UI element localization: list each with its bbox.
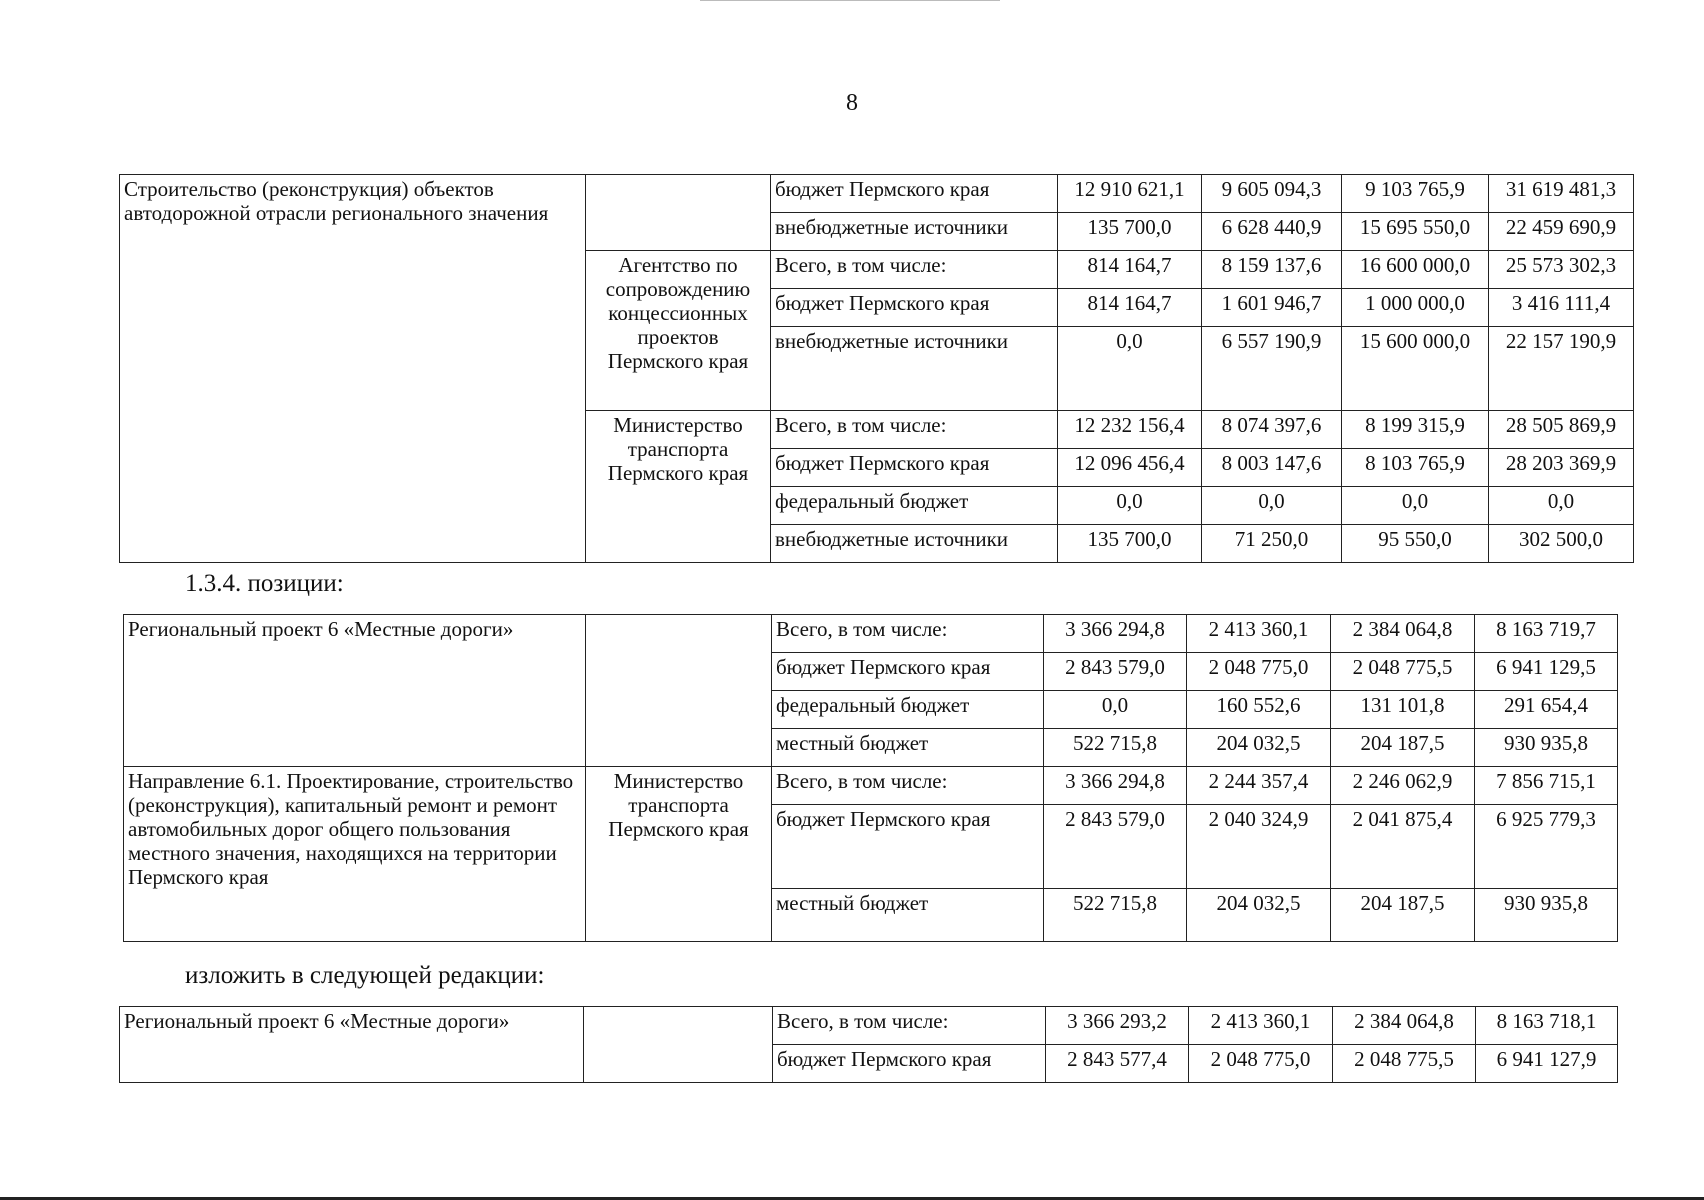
value-cell: 3 416 111,4: [1489, 289, 1634, 327]
value-cell: 8 199 315,9: [1342, 411, 1489, 449]
value-cell: 2 040 324,9: [1187, 805, 1331, 889]
value-cell: 12 910 621,1: [1058, 175, 1202, 213]
funding-source: бюджет Пермского края: [771, 449, 1058, 487]
value-cell: 9 103 765,9: [1342, 175, 1489, 213]
value-cell: 0,0: [1058, 487, 1202, 525]
value-cell: 0,0: [1342, 487, 1489, 525]
section-heading-new-edition: изложить в следующей редакции:: [185, 962, 545, 989]
funding-source: Всего, в том числе:: [773, 1007, 1046, 1045]
value-cell: 8 003 147,6: [1202, 449, 1342, 487]
value-cell: 204 187,5: [1331, 889, 1475, 942]
value-cell: 1 601 946,7: [1202, 289, 1342, 327]
value-cell: 2 384 064,8: [1331, 615, 1475, 653]
value-cell: 12 096 456,4: [1058, 449, 1202, 487]
value-cell: 95 550,0: [1342, 525, 1489, 563]
table-row: [124, 615, 1618, 653]
value-cell: 12 232 156,4: [1058, 411, 1202, 449]
value-cell: 25 573 302,3: [1489, 251, 1634, 289]
value-cell: 8 159 137,6: [1202, 251, 1342, 289]
funding-table-roads: [119, 174, 1634, 563]
value-cell: 291 654,4: [1475, 691, 1618, 729]
value-cell: 204 187,5: [1331, 729, 1475, 767]
value-cell: 9 605 094,3: [1202, 175, 1342, 213]
value-cell: 2 244 357,4: [1187, 767, 1331, 805]
value-cell: 8 103 765,9: [1342, 449, 1489, 487]
funding-source: Всего, в том числе:: [771, 251, 1058, 289]
value-cell: 0,0: [1489, 487, 1634, 525]
value-cell: 1 000 000,0: [1342, 289, 1489, 327]
value-cell: 522 715,8: [1044, 889, 1187, 942]
value-cell: 8 163 718,1: [1476, 1007, 1618, 1045]
funding-source: бюджет Пермского края: [773, 1045, 1046, 1083]
value-cell: 16 600 000,0: [1342, 251, 1489, 289]
funding-source: бюджет Пермского края: [771, 175, 1058, 213]
value-cell: 2 048 775,0: [1189, 1045, 1333, 1083]
funding-source: Всего, в том числе:: [772, 767, 1044, 805]
project-name: Региональный проект 6 «Местные дороги»: [120, 1007, 584, 1083]
responsible-agency: Агентство по сопровождению концессионных проектов Пермского края: [586, 251, 771, 411]
page-number: 8: [846, 90, 858, 116]
value-cell: 3 366 294,8: [1044, 615, 1187, 653]
value-cell: 6 557 190,9: [1202, 327, 1342, 411]
funding-source: бюджет Пермского края: [772, 653, 1044, 691]
value-cell: 814 164,7: [1058, 251, 1202, 289]
value-cell: 930 935,8: [1475, 729, 1618, 767]
value-cell: 2 246 062,9: [1331, 767, 1475, 805]
value-cell: 8 163 719,7: [1475, 615, 1618, 653]
responsible-cell-empty: [586, 615, 772, 767]
value-cell: 3 366 293,2: [1046, 1007, 1189, 1045]
activity-description-continued: [120, 251, 586, 563]
direction-description: Направление 6.1. Проектирование, строительство (реконструкция), капитальный ремонт и ремонт автомобильных дорог общего пользования местного значения, находящихся на территории Пермского края: [124, 767, 586, 942]
table-row: [120, 251, 1634, 289]
responsible-ministry: Министерство транспорта Пермского края: [586, 767, 772, 942]
value-cell: 2 843 579,0: [1044, 805, 1187, 889]
value-cell: 2 048 775,5: [1333, 1045, 1476, 1083]
value-cell: 135 700,0: [1058, 213, 1202, 251]
responsible-cell-empty: [584, 1007, 773, 1083]
funding-source: внебюджетные источники: [771, 525, 1058, 563]
funding-source: местный бюджет: [772, 889, 1044, 942]
value-cell: 204 032,5: [1187, 729, 1331, 767]
value-cell: 8 074 397,6: [1202, 411, 1342, 449]
value-cell: 131 101,8: [1331, 691, 1475, 729]
value-cell: 6 628 440,9: [1202, 213, 1342, 251]
value-cell: 6 941 129,5: [1475, 653, 1618, 691]
value-cell: 522 715,8: [1044, 729, 1187, 767]
value-cell: 2 843 577,4: [1046, 1045, 1189, 1083]
value-cell: 814 164,7: [1058, 289, 1202, 327]
value-cell: 28 505 869,9: [1489, 411, 1634, 449]
section-heading-positions: 1.3.4. позиции:: [185, 570, 344, 597]
value-cell: 302 500,0: [1489, 525, 1634, 563]
funding-source: местный бюджет: [772, 729, 1044, 767]
value-cell: 204 032,5: [1187, 889, 1331, 942]
project-name: Региональный проект 6 «Местные дороги»: [124, 615, 586, 767]
funding-table-local-roads-old: [123, 614, 1618, 942]
activity-description: Строительство (реконструкция) объектов автодорожной отрасли регионального значения: [120, 175, 586, 251]
funding-source: федеральный бюджет: [771, 487, 1058, 525]
value-cell: 3 366 294,8: [1044, 767, 1187, 805]
table-row: [120, 175, 1634, 213]
value-cell: 6 925 779,3: [1475, 805, 1618, 889]
scan-top-line: [700, 0, 1000, 1]
value-cell: 2 413 360,1: [1187, 615, 1331, 653]
value-cell: 0,0: [1058, 327, 1202, 411]
responsible-cell-empty: [586, 175, 771, 251]
value-cell: 71 250,0: [1202, 525, 1342, 563]
value-cell: 22 157 190,9: [1489, 327, 1634, 411]
value-cell: 31 619 481,3: [1489, 175, 1634, 213]
value-cell: 28 203 369,9: [1489, 449, 1634, 487]
table-row: [124, 767, 1618, 805]
funding-source: внебюджетные источники: [771, 213, 1058, 251]
value-cell: 2 048 775,5: [1331, 653, 1475, 691]
funding-source: Всего, в том числе:: [771, 411, 1058, 449]
value-cell: 135 700,0: [1058, 525, 1202, 563]
value-cell: 15 600 000,0: [1342, 327, 1489, 411]
value-cell: 2 843 579,0: [1044, 653, 1187, 691]
value-cell: 15 695 550,0: [1342, 213, 1489, 251]
value-cell: 0,0: [1202, 487, 1342, 525]
value-cell: 2 413 360,1: [1189, 1007, 1333, 1045]
funding-source: бюджет Пермского края: [771, 289, 1058, 327]
responsible-ministry: Министерство транспорта Пермского края: [586, 411, 771, 563]
funding-source: Всего, в том числе:: [772, 615, 1044, 653]
value-cell: 2 384 064,8: [1333, 1007, 1476, 1045]
funding-source: бюджет Пермского края: [772, 805, 1044, 889]
value-cell: 2 041 875,4: [1331, 805, 1475, 889]
value-cell: 160 552,6: [1187, 691, 1331, 729]
value-cell: 2 048 775,0: [1187, 653, 1331, 691]
value-cell: 930 935,8: [1475, 889, 1618, 942]
value-cell: 22 459 690,9: [1489, 213, 1634, 251]
value-cell: 6 941 127,9: [1476, 1045, 1618, 1083]
funding-source: внебюджетные источники: [771, 327, 1058, 411]
funding-table-local-roads-new: [119, 1006, 1618, 1083]
funding-source: федеральный бюджет: [772, 691, 1044, 729]
value-cell: 0,0: [1044, 691, 1187, 729]
value-cell: 7 856 715,1: [1475, 767, 1618, 805]
table-row: [120, 1007, 1618, 1045]
